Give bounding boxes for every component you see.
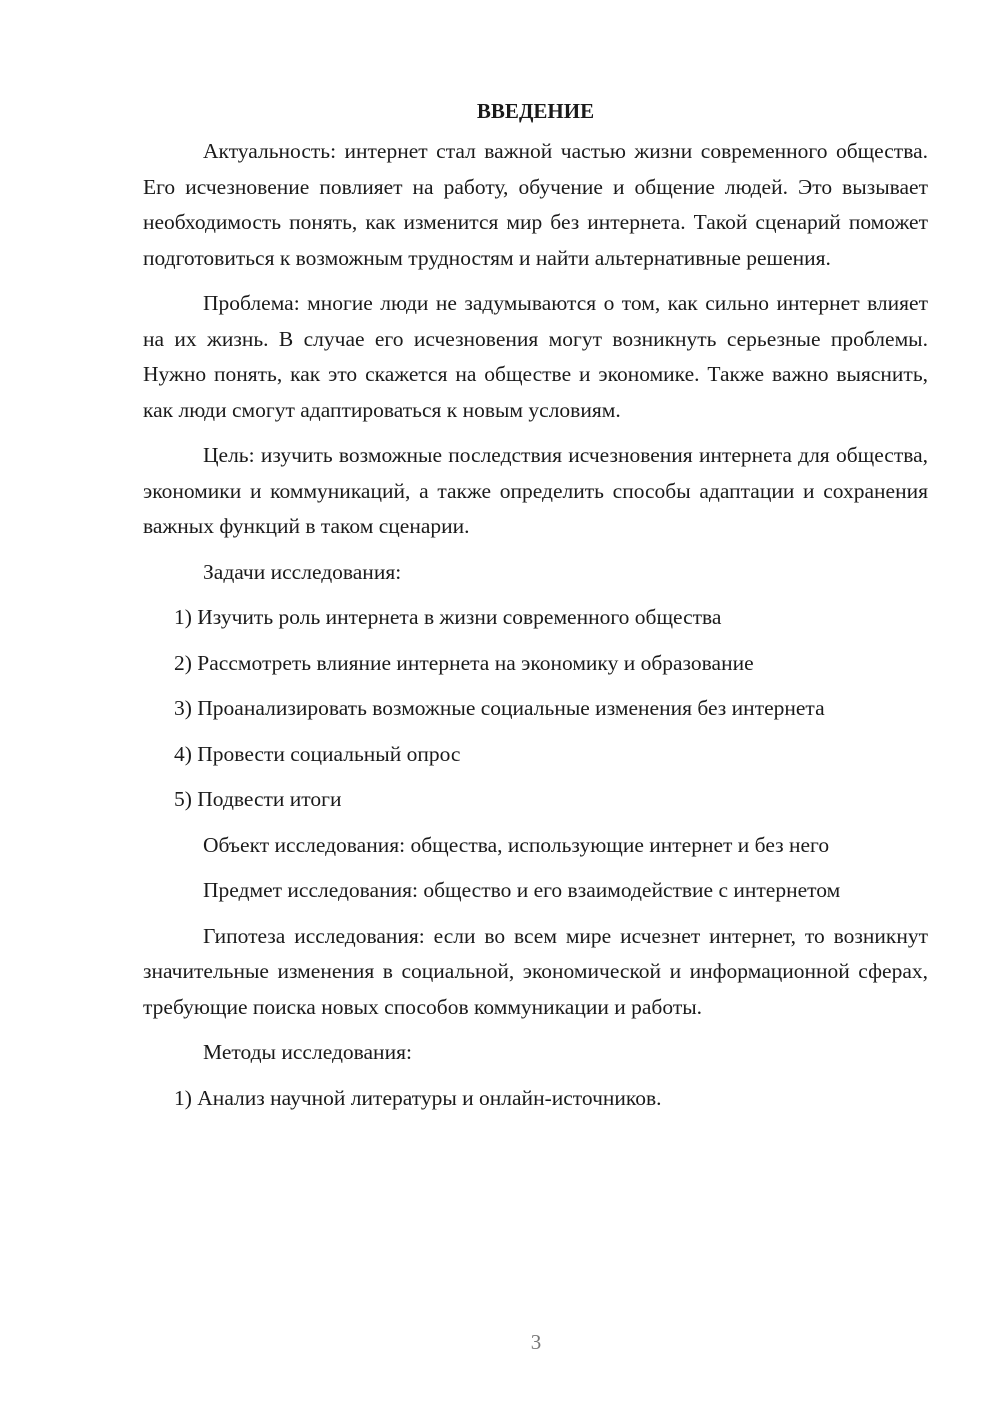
task-item-3: 3) Проанализировать возможные социальные изменения без интернета (174, 696, 825, 720)
hypothesis-paragraph: Гипотеза исследования: если во всем мире исчезнет интернет, то возникнут значительные изменения в социальной, экономической и информационной сферах, требующие поиска новых способов коммуникации и работы. (143, 923, 928, 1019)
tasks-heading: Задачи исследования: (203, 559, 402, 584)
page-number: 3 (530, 1330, 542, 1354)
section-title: ВВЕДЕНИЕ (476, 99, 595, 123)
relevance-paragraph: Актуальность: интернет стал важной частью жизни современного общества. Его исчезновение повлияет на работу, обучение и общение людей. Это вызывает необходимость понять, как изменится мир без интернета. Такой сценарий поможет подготовиться к возможным трудностям и найти альтернативные решения. (143, 139, 928, 270)
subject-paragraph: Предмет исследования: общество и его взаимодействие с интернетом (203, 878, 841, 902)
methods-heading: Методы исследования: (203, 1040, 412, 1064)
task-item-4: 4) Провести социальный опрос (174, 741, 461, 766)
goal-paragraph: Цель: изучить возможные последствия исчезновения интернета для общества, экономики и коммуникаций, а также определить способы адаптации и сохранения важных функций в таком сценарии. (143, 443, 928, 538)
object-paragraph: Объект исследования: общества, использующие интернет и без него (203, 832, 830, 857)
task-item-5: 5) Подвести итоги (174, 787, 342, 811)
method-item-1: 1) Анализ научной литературы и онлайн-источников. (174, 1085, 662, 1110)
document-page (143, 88, 928, 1126)
problem-paragraph: Проблема: многие люди не задумываются о том, как сильно интернет влияет на их жизнь. В случае его исчезновения могут возникнуть серьезные проблемы. Нужно понять, как это скажется на обществе и экономике. Также важно выяснить, как люди смогут адаптироваться к новым условиям. (143, 291, 928, 422)
task-item-1: 1) Изучить роль интернета в жизни современного общества (174, 605, 722, 629)
task-item-2: 2) Рассмотреть влияние интернета на экономику и образование (174, 650, 754, 675)
